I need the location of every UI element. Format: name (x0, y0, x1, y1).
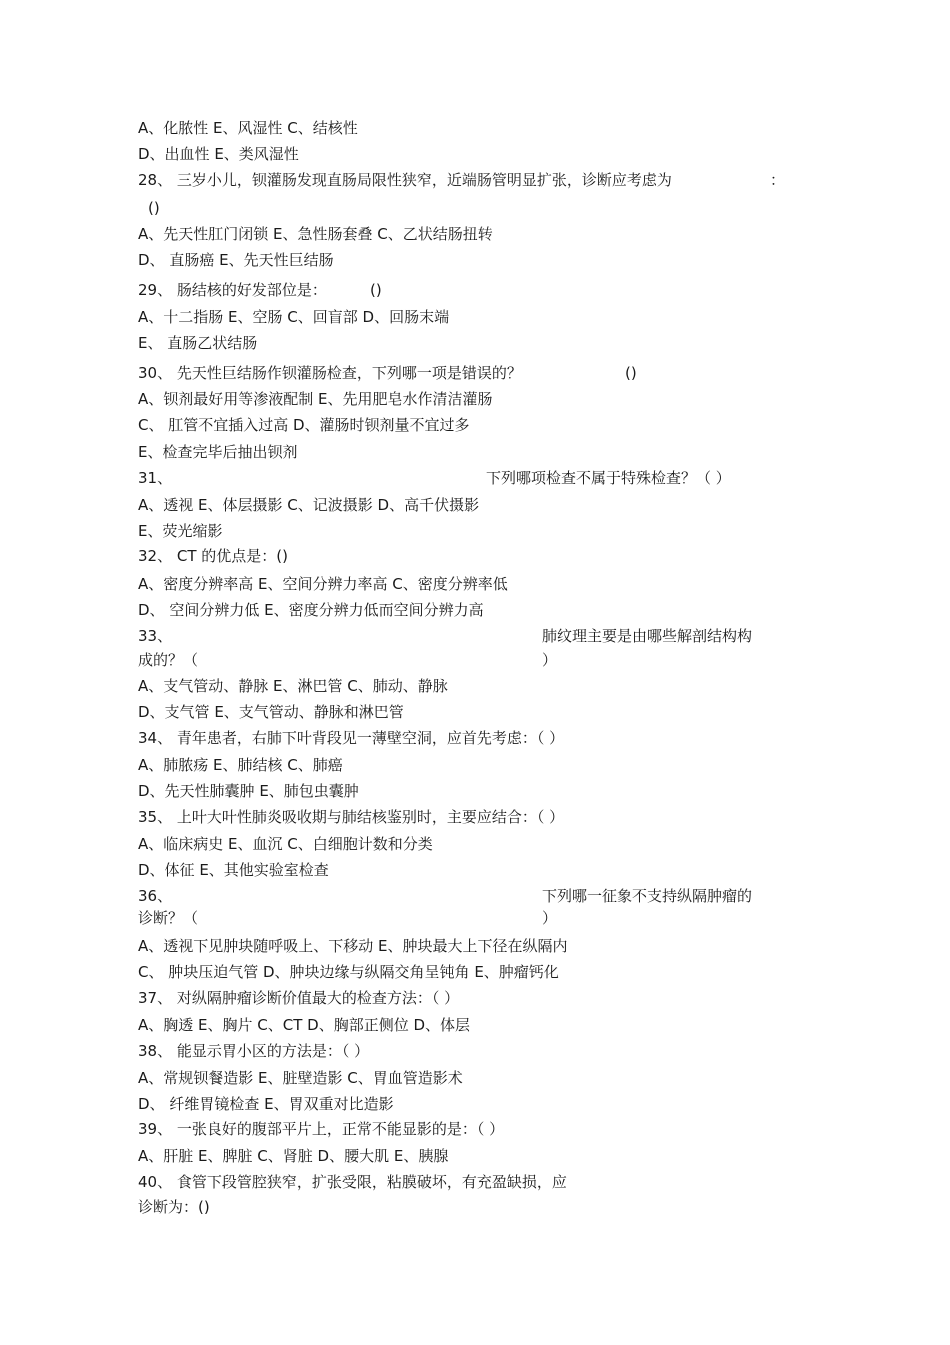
question-30: 30、 先天性巨结肠作钡灌肠检查，下列哪一项是错误的？ (138, 364, 522, 382)
text-line: E、检查完毕后抽出钡剂 (138, 443, 298, 461)
text-line: A、透视 E、体层摄影 C、记波摄影 D、高千伏摄影 (138, 496, 480, 514)
text-line: A、十二指肠 E、空肠 C、回盲部 D、回肠末端 (138, 308, 450, 326)
text-line: A、常规钡餐造影 E、脏壁造影 C、胃血管造影术 (138, 1069, 463, 1087)
text-line: D、支气管 E、支气管动、静脉和淋巴管 (138, 703, 404, 721)
question-33: 肺纹理主要是由哪些解剖结构构 (542, 627, 753, 645)
text-line: D、先天性肺囊肿 E、肺包虫囊肿 (138, 782, 359, 800)
answer-blank: ） (542, 651, 558, 669)
question-33-cont: 成的？（ (138, 651, 199, 669)
question-38: 38、 能显示胃小区的方法是：（ ） (138, 1042, 370, 1060)
question-36-cont: 诊断？（ (138, 909, 199, 927)
question-39: 39、 一张良好的腹部平片上，正常不能显影的是：（ ） (138, 1120, 505, 1138)
text-line: C、 肿块压迫气管 D、肿块边缘与纵隔交角呈钝角 E、肿瘤钙化 (138, 963, 559, 981)
text-line: A、支气管动、静脉 E、淋巴管 C、肺动、静脉 (138, 677, 448, 695)
text-line: D、 直肠癌 E、先天性巨结肠 (138, 251, 334, 269)
question-37: 37、 对纵隔肿瘤诊断价值最大的检查方法：（ ） (138, 989, 460, 1007)
text-line: A、肝脏 E、脾脏 C、肾脏 D、腰大肌 E、胰腺 (138, 1147, 449, 1165)
answer-blank: () (148, 199, 160, 217)
text-line: D、 空间分辨力低 E、密度分辨力低而空间分辨力高 (138, 601, 484, 619)
answer-blank: () (370, 281, 382, 299)
text-line: D、出血性 E、类风湿性 (138, 145, 299, 163)
question-35: 35、 上叶大叶性肺炎吸收期与肺结核鉴别时，主要应结合：（ ） (138, 808, 565, 826)
text-line: ： (770, 171, 786, 189)
question-29: 29、 肠结核的好发部位是： (138, 281, 327, 299)
question-32: 32、 CT 的优点是：() (138, 547, 288, 565)
question-31: 下列哪项检查不属于特殊检查？（ ） (486, 469, 731, 487)
text-line: A、透视下见肿块随呼吸上、下移动 E、肿块最大上下径在纵隔内 (138, 937, 568, 955)
text-line: A、胸透 E、胸片 C、CT D、胸部正侧位 D、体层 (138, 1016, 471, 1034)
question-36-number: 36、 (138, 887, 173, 905)
text-line: A、先天性肛门闭锁 E、急性肠套叠 C、乙状结肠扭转 (138, 225, 493, 243)
text-line: C、 肛管不宜插入过高 D、灌肠时钡剂量不宜过多 (138, 416, 470, 434)
answer-blank: ） (542, 909, 558, 927)
text-line: A、临床病史 E、血沉 C、白细胞计数和分类 (138, 835, 433, 853)
text-line: A、钡剂最好用等渗液配制 E、先用肥皂水作清洁灌肠 (138, 390, 493, 408)
question-33-number: 33、 (138, 627, 173, 645)
text-line: A、肺脓疡 E、肺结核 C、肺癌 (138, 756, 343, 774)
text-line: A、化脓性 E、风湿性 C、结核性 (138, 119, 358, 137)
text-line: D、 纤维胃镜检查 E、胃双重对比造影 (138, 1095, 394, 1113)
answer-blank: () (625, 364, 637, 382)
text-line: E、荧光缩影 (138, 522, 223, 540)
question-28: 28、 三岁小儿，钡灌肠发现直肠局限性狭窄，近端肠管明显扩张，诊断应考虑为 (138, 171, 672, 189)
text-line: E、 直肠乙状结肠 (138, 334, 258, 352)
question-34: 34、 青年患者，右肺下叶背段见一薄壁空洞，应首先考虑：（ ） (138, 729, 565, 747)
question-36: 下列哪一征象不支持纵隔肿瘤的 (542, 887, 753, 905)
question-31-number: 31、 (138, 469, 173, 487)
text-line: D、体征 E、其他实验室检查 (138, 861, 329, 879)
text-line: A、密度分辨率高 E、空间分辨力率高 C、密度分辨率低 (138, 575, 508, 593)
question-40-cont: 诊断为：() (138, 1198, 210, 1216)
question-40: 40、 食管下段管腔狭窄，扩张受限，粘膜破坏，有充盈缺损，应 (138, 1173, 567, 1191)
